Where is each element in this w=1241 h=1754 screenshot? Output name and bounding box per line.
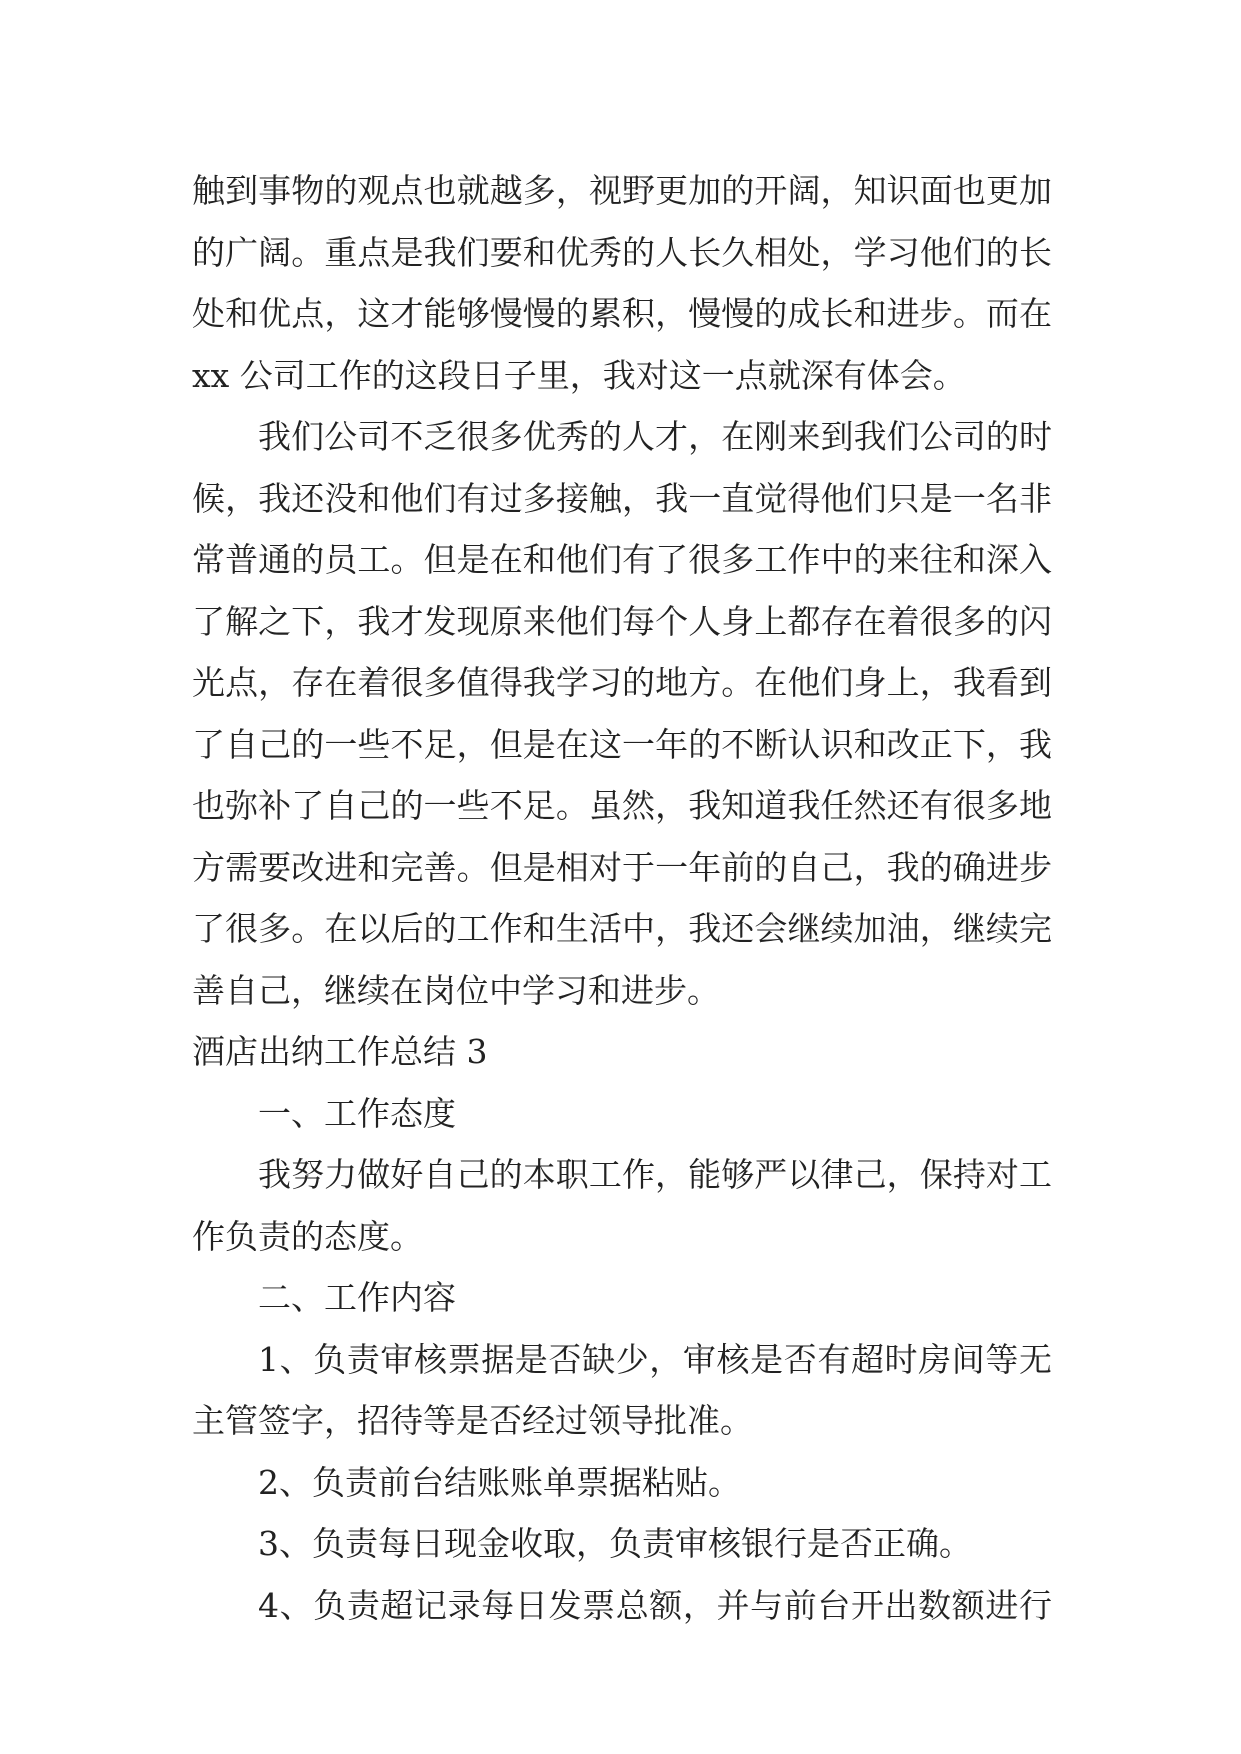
text-line: 方需要改进和完善。但是相对于一年前的自己，我的确进步 [192, 847, 1052, 887]
text-line: 主管签字，招待等是否经过领导批准。 [192, 1401, 753, 1440]
document-body [192, 160, 1052, 1636]
text-line: 我努力做好自己的本职工作，能够严以律己，保持对工 [258, 1155, 1052, 1194]
text-line: 常普通的员工。但是在和他们有了很多工作中的来往和深入 [192, 540, 1052, 579]
section-heading: 酒店出纳工作总结 3 [192, 1032, 488, 1071]
text-line: 一、工作态度 [258, 1093, 456, 1133]
text-line: xx 公司工作的这段日子里，我对这一点就深有体会。 [192, 355, 966, 395]
text-line: 也弥补了自己的一些不足。虽然，我知道我任然还有很多地 [192, 786, 1052, 825]
text-line: 光点，存在着很多值得我学习的地方。在他们身上，我看到 [192, 663, 1052, 702]
text-line: 了很多。在以后的工作和生活中，我还会继续加油，继续完 [192, 909, 1052, 948]
text-line: 触到事物的观点也就越多，视野更加的开阔，知识面也更加 [192, 171, 1052, 210]
text-line: 处和优点，这才能够慢慢的累积，慢慢的成长和进步。而在 [192, 294, 1052, 333]
text-line: 2、负责前台结账账单票据粘贴。 [258, 1462, 741, 1502]
text-line: 作负责的态度。 [192, 1216, 423, 1256]
text-line: 1、负责审核票据是否缺少，审核是否有超时房间等无 [258, 1339, 1052, 1379]
text-line: 了自己的一些不足，但是在这一年的不断认识和改正下，我 [192, 724, 1052, 764]
text-line: 善自己，继续在岗位中学习和进步。 [192, 970, 720, 1010]
text-line: 4、负责超记录每日发票总额，并与前台开出数额进行 [258, 1585, 1052, 1625]
text-line: 了解之下，我才发现原来他们每个人身上都存在着很多的闪 [192, 601, 1052, 641]
text-line: 我们公司不乏很多优秀的人才，在刚来到我们公司的时 [258, 417, 1052, 456]
text-line: 的广阔。重点是我们要和优秀的人长久相处，学习他们的长 [192, 232, 1052, 272]
text-line: 候，我还没和他们有过多接触，我一直觉得他们只是一名非 [192, 478, 1052, 518]
text-line: 3、负责每日现金收取，负责审核银行是否正确。 [258, 1524, 972, 1563]
text-line: 二、工作内容 [258, 1278, 456, 1317]
